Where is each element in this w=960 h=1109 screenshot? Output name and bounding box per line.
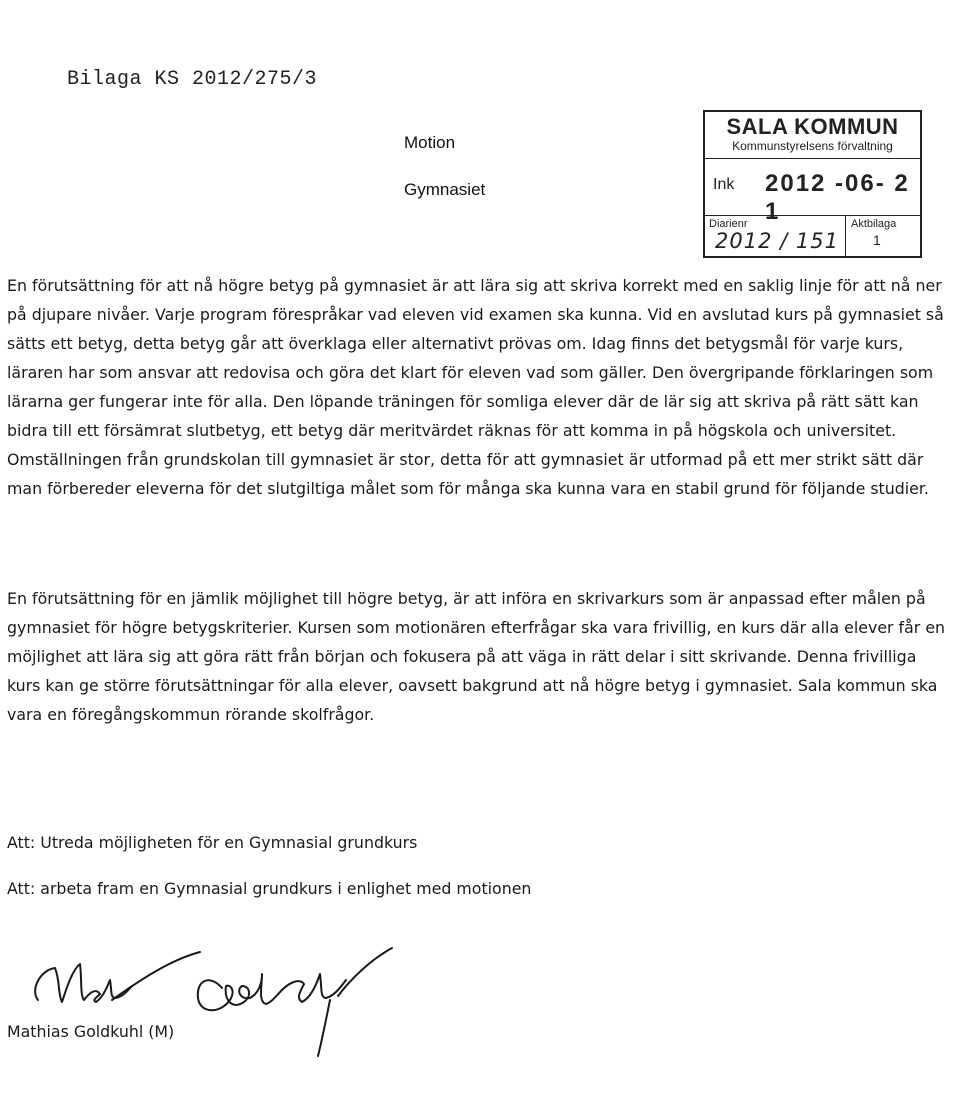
paragraph-text: En förutsättning för en jämlik möjlighet till högre betyg, är att införa en skrivarkurs som är anpassad efter målen på gymnasiet för högre betygskriterier. Kursen som motionären efterfrågar ska vara frivillig, en kurs där alla elever får en möjlighet att lära sig att göra rätt från början och fokusera på att väga in rätt delar i sitt skrivande. Denna frivilliga kurs kan ge större förutsättningar för alla elever, oavsett bakgrund att nå högre betyg i gymnasiet. Sala kommun ska vara en föregångskommun rörande skolfrågor. [7, 589, 946, 724]
stamp-divider [705, 158, 920, 159]
handwritten-signature [0, 940, 420, 1080]
signer-name: Mathias Goldkuhl (M) [7, 1022, 175, 1041]
stamp-department: Kommunstyrelsens förvaltning [732, 139, 893, 153]
stamp-aktbilaga-label: Aktbilaga [851, 218, 897, 230]
motion-paragraph-2 [7, 584, 947, 729]
paragraph-text: En förutsättning för att nå högre betyg på gymnasiet är att lära sig att skriva korrekt med en saklig linje för att nå ner på djupare nivåer. Varje program förespråkar vad eleven vid examen ska kunna. Vid en avslutad kurs på gymnasiet så sätts ett betyg, detta betyg går att överklaga eller alternativt prövas om. Idag finns det betygsmål för varje kurs, läraren har som ansvar att redovisa och göra det klart för eleven vad som gäller. Den övergripande förklaringen som lärarna ger fungerar inte för alla. Den löpande träningen för somliga elever där de lär sig att skriva på rätt sätt kan bidra till ett försämrat slutbetyg, ett betyg där meritvärdet räknas för att komma in på högskola och universitet. Omställningen från grundskolan till gymnasiet är stor, detta för att gymnasiet är utformad på ett mer strikt sätt där man förbereder eleverna för det slutgiltiga målet som för många ska kunna vara en stabil grund för följande studier. [7, 276, 944, 498]
stamp-received-date: 2012 -06- 2 1 [765, 170, 910, 225]
att-clause-1: Att: Utreda möjligheten för en Gymnasial grundkurs [7, 833, 418, 852]
stamp-divider [845, 215, 846, 257]
document-subtitle: Gymnasiet [404, 180, 486, 199]
document-title: Motion [404, 133, 456, 152]
att-clause-2: Att: arbeta fram en Gymnasial grundkurs i enlighet med motionen [7, 879, 532, 898]
stamp-aktbilaga-value: 1 [873, 232, 881, 248]
stamp-organization: SALA KOMMUN [726, 114, 899, 139]
document-reference: Bilaga KS 2012/275/3 [67, 68, 318, 91]
motion-paragraph-1 [7, 271, 947, 503]
registration-stamp [703, 110, 922, 258]
stamp-divider [705, 215, 920, 216]
stamp-diarienr-value: 2012 / 151 [715, 229, 839, 253]
stamp-diarienr-label: Diarienr [709, 218, 748, 230]
stamp-ink-label: Ink [713, 176, 735, 193]
